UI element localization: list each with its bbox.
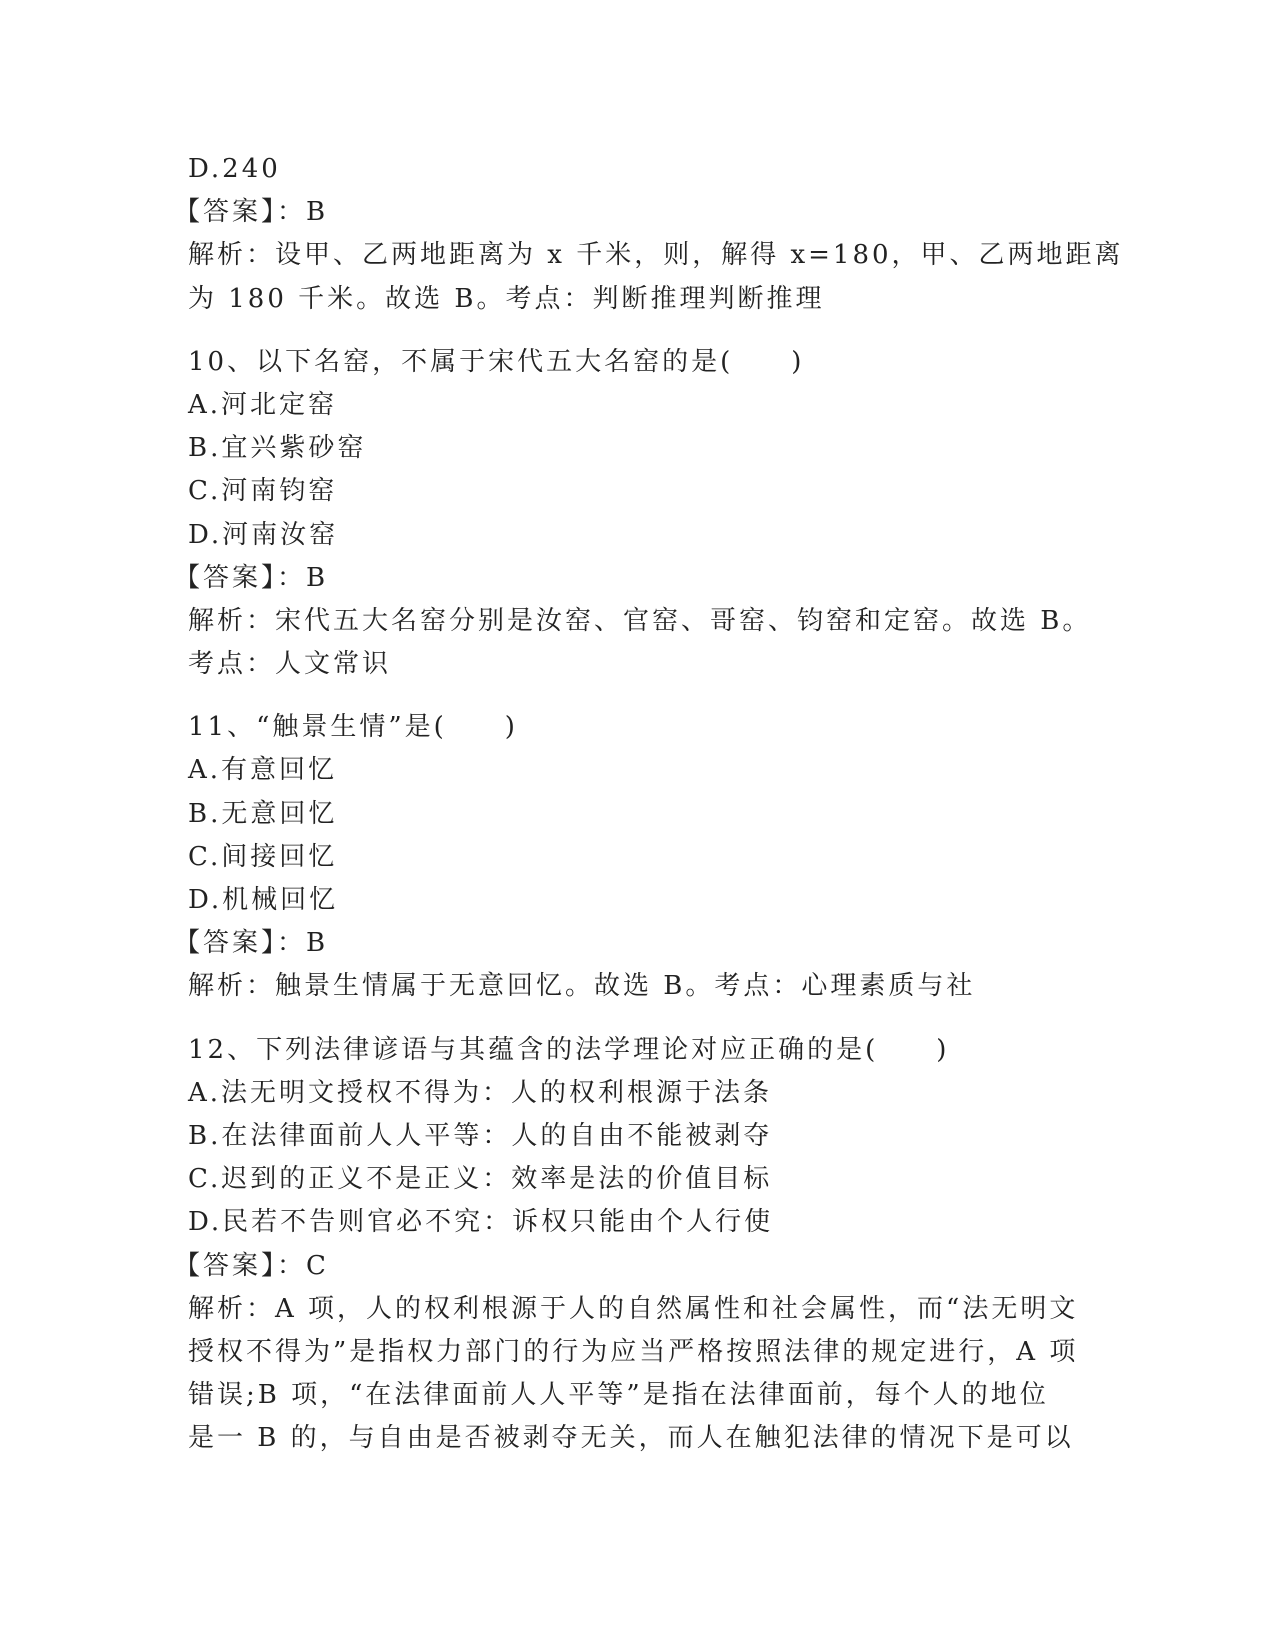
question-11 <box>174 706 1088 1008</box>
option-c: C.间接回忆 <box>188 841 338 872</box>
analysis-text: 解析：触景生情属于无意回忆。故选 B。考点：心理素质与社 <box>188 971 976 1002</box>
analysis-text: 解析：宋代五大名窑分别是汝窑、官窑、哥窑、钧窑和定窑。故选 B。 <box>188 605 1092 636</box>
option-d: D.240 <box>188 154 281 184</box>
option-c: C.迟到的正义不是正义：效率是法的价值目标 <box>188 1164 773 1195</box>
answer-label: 【答案】：B <box>174 197 329 228</box>
question-10 <box>174 341 1092 687</box>
analysis-text: 错误;B 项，“在法律面前人人平等”是指在法律面前，每个人的地位 <box>188 1380 1049 1411</box>
answer-label: 【答案】：B <box>174 928 329 959</box>
option-a: A.有意回忆 <box>188 755 338 786</box>
analysis-text: 解析：设甲、乙两地距离为 x 千米，则，解得 x=180，甲、乙两地距离 <box>188 240 1124 271</box>
page-content <box>174 148 1124 1460</box>
answer-label: 【答案】：C <box>174 1250 329 1281</box>
spacer <box>188 1009 1088 1029</box>
analysis-text: 是一 B 的，与自由是否被剥夺无关，而人在触犯法律的情况下是可以 <box>188 1423 1074 1454</box>
spacer <box>188 321 1088 341</box>
analysis-text: 为 180 千米。故选 B。考点：判断推理判断推理 <box>188 283 825 314</box>
option-d: D.机械回忆 <box>188 885 339 915</box>
option-b: B.无意回忆 <box>188 798 338 829</box>
analysis-text: 解析：A 项，人的权利根源于人的自然属性和社会属性，而“法无明文 <box>188 1293 1079 1324</box>
question-stem: 10、以下名窑，不属于宋代五大名窑的是( ) <box>188 346 805 377</box>
spacer <box>188 686 1088 706</box>
option-b: B.宜兴紫砂窑 <box>188 433 367 464</box>
option-d: D.民若不告则官必不究：诉权只能由个人行使 <box>188 1207 774 1238</box>
analysis-text: 考点：人文常识 <box>188 649 392 680</box>
analysis-text: 授权不得为”是指权力部门的行为应当严格按照法律的规定进行，A 项 <box>188 1336 1079 1367</box>
question-9-tail <box>174 148 1124 321</box>
question-stem: 11、“触景生情”是( ) <box>188 712 518 743</box>
option-b: B.在法律面前人人平等：人的自由不能被剥夺 <box>188 1120 773 1151</box>
option-a: A.河北定窑 <box>188 389 338 420</box>
option-d: D.河南汝窑 <box>188 519 339 550</box>
answer-label: 【答案】：B <box>174 562 329 593</box>
option-a: A.法无明文授权不得为：人的权利根源于法条 <box>188 1077 773 1108</box>
question-12 <box>174 1029 1088 1461</box>
option-c: C.河南钧窑 <box>188 476 338 507</box>
question-stem: 12、下列法律谚语与其蕴含的法学理论对应正确的是( ) <box>188 1034 950 1065</box>
